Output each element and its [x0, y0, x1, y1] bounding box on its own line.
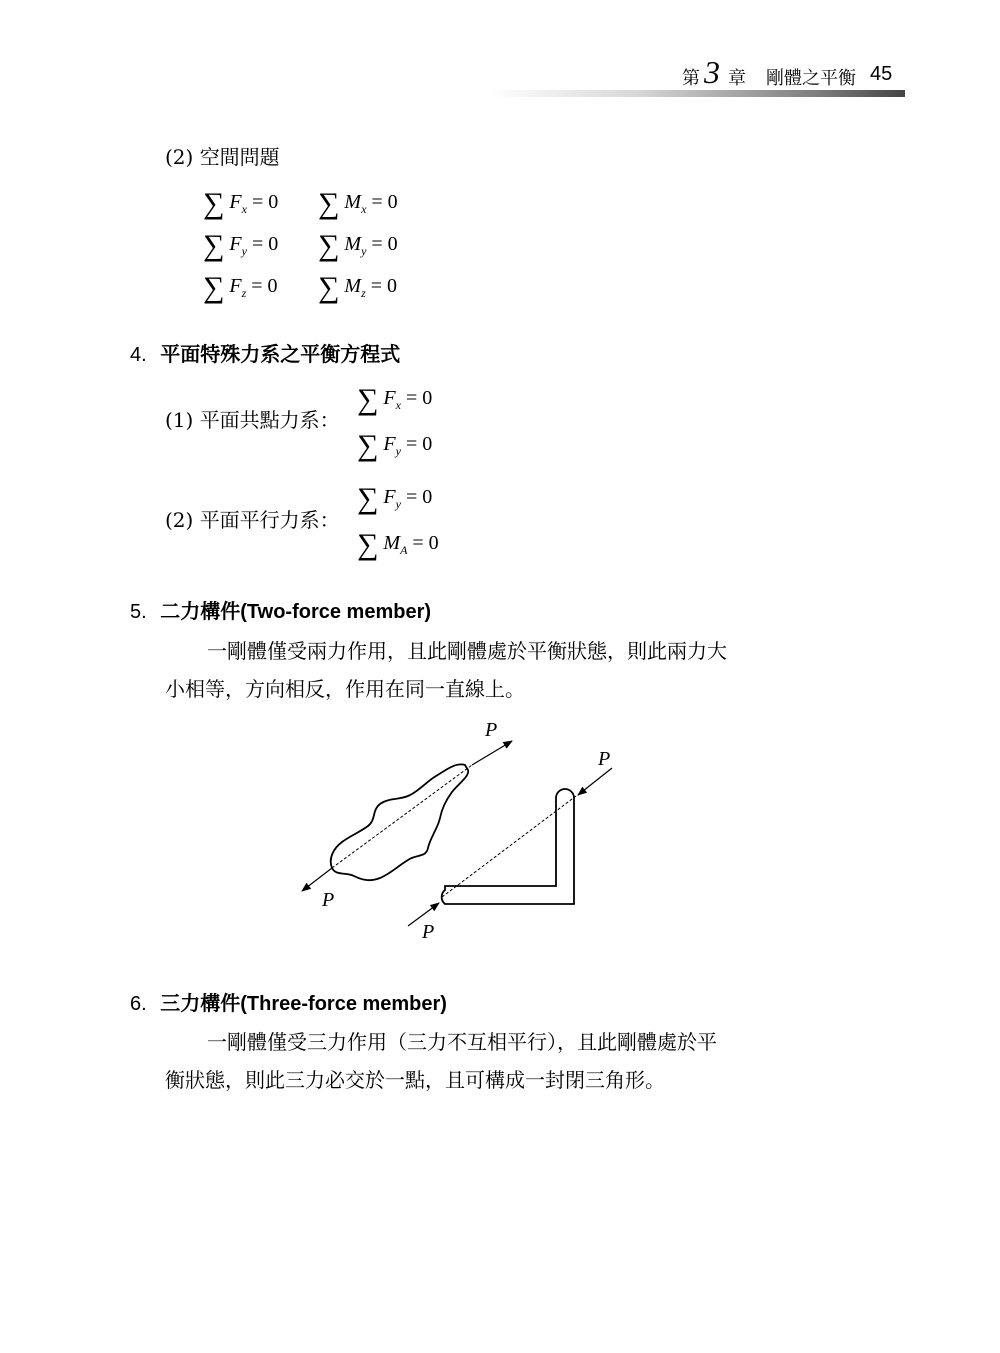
- paragraph-line: 一剛體僅受三力作用（三力不互相平行），且此剛體處於平: [207, 1030, 717, 1054]
- eq-subscript: y: [241, 244, 247, 258]
- section-6-paragraph: [165, 1023, 785, 1099]
- eq-symbol: F: [383, 433, 396, 455]
- section-4-heading: [130, 338, 400, 367]
- equation-sum-my: [318, 224, 398, 262]
- irregular-body-shape: [331, 764, 468, 880]
- equation-sum-mz: [318, 266, 398, 304]
- paragraph-line: 一剛體僅受兩力作用，且此剛體處於平衡狀態，則此兩力大: [207, 639, 727, 663]
- sigma-symbol: ∑: [357, 528, 379, 561]
- eq-subscript: A: [400, 543, 408, 557]
- header-rule: [490, 90, 905, 97]
- sigma-symbol: ∑: [318, 271, 340, 304]
- section-5-paragraph: [165, 632, 785, 708]
- l-shaped-member: [442, 789, 574, 904]
- eq-rhs: = 0: [412, 532, 439, 554]
- concurrent-force-label: (1) 平面共點力系：: [165, 408, 340, 432]
- eq-symbol: M: [344, 191, 362, 213]
- force-label-p: P: [322, 889, 335, 911]
- eq-subscript: z: [241, 286, 247, 300]
- paragraph-line: 衡狀態，則此三力必交於一點，且可構成一封閉三角形。: [165, 1068, 665, 1092]
- sigma-symbol: ∑: [357, 383, 379, 416]
- force-label-p: P: [485, 719, 498, 741]
- equation-sum-mx: [318, 182, 398, 220]
- parallel-force-label: (2) 平面平行力系：: [165, 508, 340, 532]
- equation-concurrent-fx: [357, 378, 433, 416]
- sigma-symbol: ∑: [357, 482, 379, 515]
- section-5-heading: [130, 595, 431, 624]
- equation-sum-fz: [203, 266, 278, 304]
- eq-rhs: = 0: [405, 387, 433, 409]
- eq-rhs: = 0: [370, 275, 398, 297]
- eq-rhs: = 0: [371, 191, 398, 213]
- eq-subscript: y: [395, 444, 401, 458]
- force-arrow-lower: [302, 868, 332, 891]
- eq-subscript: y: [395, 497, 401, 511]
- page-header: [600, 54, 905, 98]
- eq-symbol: M: [344, 233, 362, 255]
- eq-symbol: F: [383, 387, 396, 409]
- force-arrow-upper: [472, 741, 512, 765]
- eq-symbol: F: [229, 233, 242, 255]
- chapter-suffix: 章: [728, 68, 746, 89]
- eq-rhs: = 0: [251, 275, 278, 297]
- section-title: 二力構件(Two-force member): [160, 601, 432, 623]
- eq-symbol: M: [383, 532, 401, 554]
- page-number: 45: [870, 63, 893, 85]
- sigma-symbol: ∑: [203, 271, 225, 304]
- eq-symbol: M: [344, 275, 362, 297]
- equation-sum-fy: [203, 224, 279, 262]
- sigma-symbol: ∑: [318, 187, 340, 220]
- eq-rhs: = 0: [405, 486, 433, 508]
- force-label-p: P: [422, 921, 435, 943]
- section-title: 平面特殊力系之平衡方程式: [160, 344, 401, 366]
- chapter-prefix: 第: [682, 68, 700, 89]
- eq-rhs: = 0: [251, 233, 279, 255]
- two-force-member-figure: [280, 710, 640, 950]
- eq-symbol: F: [229, 191, 242, 213]
- eq-subscript: y: [361, 244, 367, 258]
- eq-rhs: = 0: [371, 233, 398, 255]
- section-title: 三力構件(Three-force member): [160, 993, 447, 1015]
- eq-symbol: F: [229, 275, 242, 297]
- space-problem-label: (2) 空間問題: [165, 145, 280, 169]
- eq-subscript: x: [395, 398, 401, 412]
- sigma-symbol: ∑: [318, 229, 340, 262]
- force-label-p: P: [598, 748, 611, 770]
- section-6-heading: [130, 987, 447, 1016]
- eq-rhs: = 0: [405, 433, 433, 455]
- equation-parallel-ma: [357, 523, 439, 561]
- paragraph-line: 小相等，方向相反，作用在同一直線上。: [165, 677, 525, 701]
- line-of-action-1: [332, 765, 472, 868]
- sigma-symbol: ∑: [357, 429, 379, 462]
- eq-subscript: x: [241, 202, 247, 216]
- chapter-number: 3: [704, 54, 720, 90]
- section-number: 5.: [130, 601, 147, 623]
- chapter-title: 剛體之平衡: [766, 68, 856, 89]
- equation-concurrent-fy: [357, 424, 433, 462]
- section-number: 4.: [130, 344, 147, 366]
- eq-subscript: x: [361, 202, 367, 216]
- eq-rhs: = 0: [251, 191, 279, 213]
- sigma-symbol: ∑: [203, 187, 225, 220]
- eq-subscript: z: [361, 286, 366, 300]
- force-arrow-right: [578, 768, 612, 795]
- equation-sum-fx: [203, 182, 279, 220]
- section-number: 6.: [130, 993, 147, 1015]
- eq-symbol: F: [383, 486, 396, 508]
- sigma-symbol: ∑: [203, 229, 225, 262]
- equation-parallel-fy: [357, 477, 433, 515]
